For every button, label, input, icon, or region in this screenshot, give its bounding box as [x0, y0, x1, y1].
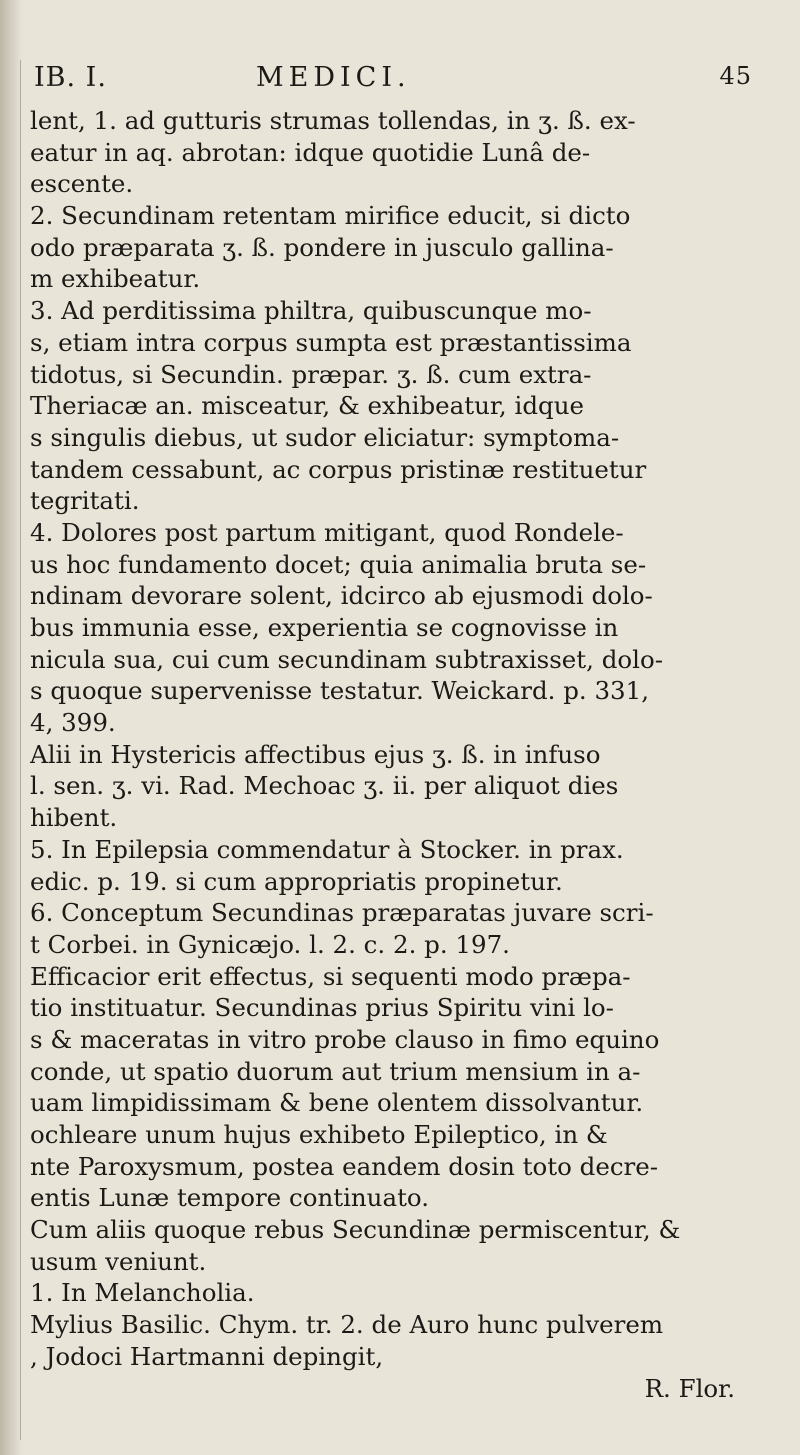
binding-edge-line [20, 60, 21, 1440]
text-line: 2. Secundinam retentam mirifice educit, si dicto [30, 201, 631, 231]
text-line: bus immunia esse, experientia se cognovisse in [30, 613, 619, 642]
text-line: m exhibeatur. [30, 264, 201, 294]
text-line: conde, ut spatio duorum aut trium mensium in a- [30, 1056, 641, 1086]
running-title: MEDICI. [256, 62, 411, 93]
text-line: s & maceratas in vitro probe clauso in fimo equino [30, 1024, 660, 1054]
text-line: lent, 1. ad gutturis strumas tollendas, in ʒ. ß. ex- [30, 106, 636, 135]
text-line: s quoque supervenisse testatur. Weickard. p. 331, [30, 676, 650, 706]
text-line: edic. p. 19. si cum appropriatis propinetur. [30, 866, 563, 896]
text-line: ndinam devorare solent, idcirco ab ejusmodi dolo- [30, 581, 653, 611]
text-line: ochleare unum hujus exhibeto Epileptico, in & [30, 1120, 608, 1149]
text-line: hibent. [30, 803, 118, 833]
page-number: 45 [719, 62, 752, 90]
running-header [26, 62, 780, 102]
text-line: Cum aliis quoque rebus Secundinæ permiscentur, & [30, 1215, 681, 1245]
text-line: nicula sua, cui cum secundinam subtraxisset, dolo- [30, 644, 664, 674]
text-line: 5. In Epilepsia commendatur à Stocker. in prax. [30, 834, 624, 864]
text-line: odo præparata ʒ. ß. pondere in jusculo gallina- [30, 232, 614, 262]
text-line: tidotus, si Secundin. præpar. ʒ. ß. cum extra- [30, 359, 592, 389]
text-line: usum veniunt. [30, 1246, 207, 1276]
text-line: s, etiam intra corpus sumpta est præstantissima [30, 327, 632, 357]
text-line: Theriacæ an. misceatur, & exhibeatur, idque [30, 391, 584, 421]
page-gutter-shadow [0, 0, 22, 1455]
text-line: entis Lunæ tempore continuato. [30, 1183, 430, 1213]
body-text [30, 105, 775, 1404]
text-line: l. sen. ʒ. vi. Rad. Mechoac ʒ. ii. per aliquot dies [30, 771, 619, 801]
text-line: 1. In Melancholia. [30, 1278, 255, 1308]
text-line: t Corbei. in Gynicæjo. l. 2. c. 2. p. 197. [30, 929, 510, 959]
text-line: s singulis diebus, ut sudor eliciatur: symptoma- [30, 422, 620, 452]
text-line: tandem cessabunt, ac corpus pristinæ restituetur [30, 454, 647, 484]
text-line: Mylius Basilic. Chym. tr. 2. de Auro hunc pulverem [30, 1310, 664, 1340]
text-line: tegritati. [30, 486, 140, 516]
text-line: us hoc fundamento docet; quia animalia bruta se- [30, 549, 647, 579]
book-number: IB. I. [34, 62, 107, 93]
text-line: eatur in aq. abrotan: idque quotidie Lunâ de- [30, 137, 591, 167]
text-line: 6. Conceptum Secundinas præparatas juvare scri- [30, 898, 654, 928]
text-line: , Jodoci Hartmanni depingit, [30, 1341, 384, 1371]
text-line: Alii in Hystericis affectibus ejus ʒ. ß. in infuso [30, 739, 601, 769]
text-line: Efficacior erit effectus, si sequenti modo præpa- [30, 961, 631, 991]
text-line: 4, 399. [30, 708, 116, 738]
catchword: R. Flor. [644, 1373, 735, 1403]
text-line: nte Paroxysmum, postea eandem dosin toto decre- [30, 1151, 659, 1181]
text-line: tio instituatur. Secundinas prius Spiritu vini lo- [30, 993, 614, 1023]
text-line: uam limpidissimam & bene olentem dissolvantur. [30, 1088, 644, 1118]
text-line: escente. [30, 169, 134, 199]
text-line: 4. Dolores post partum mitigant, quod Rondele- [30, 517, 624, 547]
text-line: 3. Ad perditissima philtra, quibuscunque mo- [30, 296, 592, 326]
